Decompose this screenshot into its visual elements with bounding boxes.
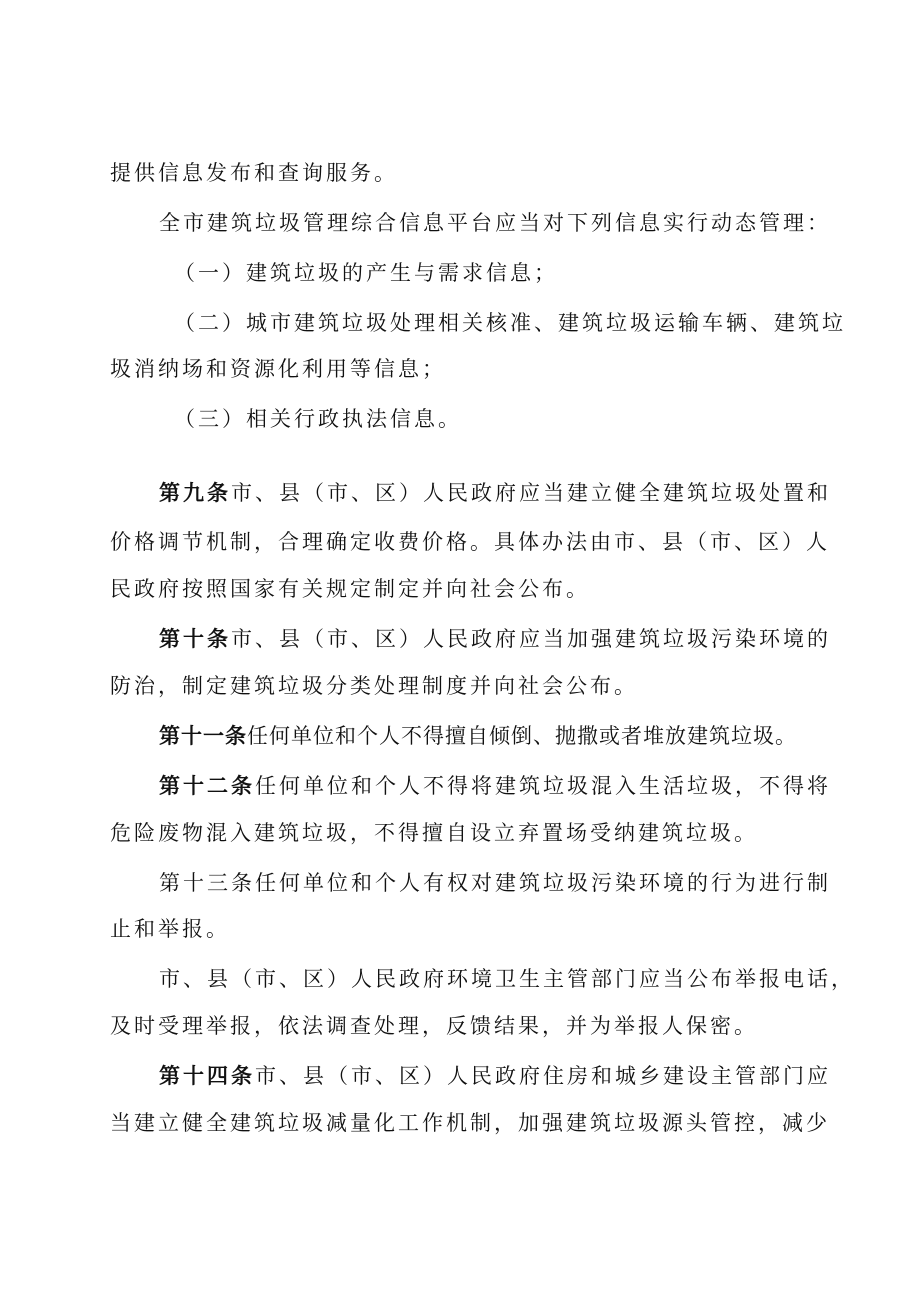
list-item-2: （二）城市建筑垃圾处理相关核准、建筑垃圾运输车辆、建筑垃 [174,311,846,335]
article-12-line-2: 危险废物混入建筑垃圾，不得擅自设立弃置场受纳建筑垃圾。 [110,821,758,845]
article-14: 第十四条市、县（市、区）人民政府住房和城乡建设主管部门应 [159,1063,831,1088]
list-item-3: （三）相关行政执法信息。 [174,407,462,431]
article-11: 第十一条任何单位和个人不得擅自倾倒、抛撒或者堆放建筑垃圾。 [159,723,797,748]
paragraph-report-hotline-line-2: 及时受理举报，依法调查处理，反馈结果，并为举报人保密。 [110,1014,758,1038]
article-14-line-2: 当建立健全建筑垃圾减量化工作机制，加强建筑垃圾源头管控，减少 [110,1111,830,1135]
paragraph-report-hotline: 市、县（市、区）人民政府环境卫生主管部门应当公布举报电话， [159,967,855,991]
article-9-line-2: 价格调节机制，合理确定收费价格。具体办法由市、县（市、区）人 [110,530,830,554]
article-11-heading: 第十一条 [159,723,247,748]
list-item-2-line-2: 圾消纳场和资源化利用等信息； [110,357,446,381]
paragraph-platform-info: 全市建筑垃圾管理综合信息平台应当对下列信息实行动态管理： [159,211,831,235]
article-13: 第十三条任何单位和个人有权对建筑垃圾污染环境的行为进行制 [159,871,831,895]
article-12: 第十二条任何单位和个人不得将建筑垃圾混入生活垃圾，不得将 [159,773,831,798]
article-9-heading: 第九条 [159,480,231,505]
article-13-line-2: 止和举报。 [110,917,230,941]
article-14-heading: 第十四条 [159,1063,255,1088]
article-10-line-2: 防治，制定建筑垃圾分类处理制度并向社会公布。 [110,674,638,698]
article-9: 第九条市、县（市、区）人民政府应当建立健全建筑垃圾处置和 [159,480,831,505]
paragraph-continuation: 提供信息发布和查询服务。 [110,161,398,185]
article-10: 第十条市、县（市、区）人民政府应当加强建筑垃圾污染环境的 [159,626,831,651]
article-9-line-3: 民政府按照国家有关规定制定并向社会公布。 [110,577,590,601]
list-item-1: （一）建筑垃圾的产生与需求信息； [174,261,558,285]
article-12-heading: 第十二条 [159,773,255,798]
article-10-heading: 第十条 [159,626,231,651]
